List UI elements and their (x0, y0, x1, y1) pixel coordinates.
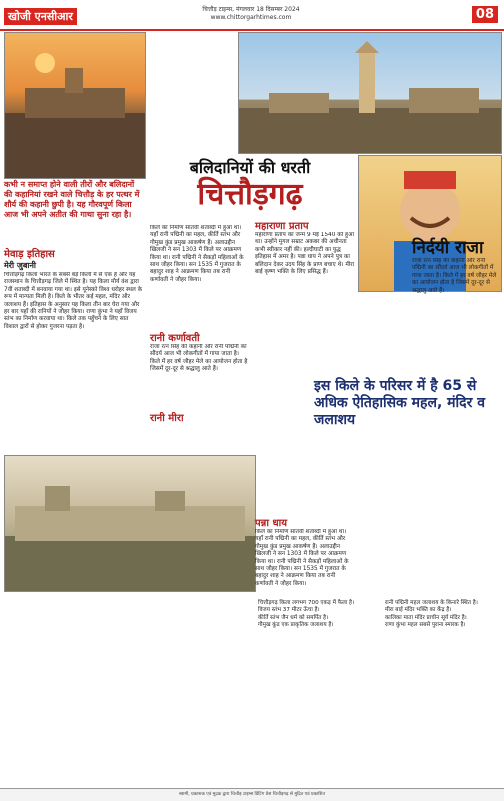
victory-tower-icon (239, 33, 501, 153)
tower-fort-photo (238, 32, 502, 154)
list-item: रानी पद्मिनी महल जलाशय के किनारे स्थित है। (385, 600, 478, 606)
column-1-text: चित्तौड़गढ़ किला भारत के सबसे बड़े किलों में से एक है और यह राजस्थान के चित्तौड़गढ़ जिले में स्थित है। यह किला मौर्य वंश द्वारा 7वीं शताब्दी में बनवाया गया था। इसे यूनेस्को विश्व धरोहर स्थल के रूप में मान्यता मिली है। किले के भीतर कई महल, मंदिर और जलाशय हैं। इतिहास के अनुसार यह किला तीन बार घेरा गया और हर बार यहाँ की रानियों ने जौहर किया। राणा कुंभा ने यहाँ विजय स्तंभ का निर्माण करवाया था। किले तक पहुँचने के लिए सात विशाल द्वारों से होकर गुजरना पड़ता है। (4, 272, 143, 330)
list-item: विजय स्तंभ 37 मीटर ऊँचा है। (258, 607, 320, 614)
list-item: कीर्ति स्तंभ जैन धर्म को समर्पित है। (258, 614, 329, 621)
list-item: राणा कुंभा महल सबसे पुराना स्मारक है। (385, 621, 466, 628)
list-item: चित्तौड़गढ़ किला लगभग 700 एकड़ में फैला है। (258, 600, 355, 606)
list-item: मीरा बाई मंदिर भक्ति का केंद्र है। (385, 607, 452, 614)
masthead-info (176, 6, 326, 22)
mewar-heading: मेवाड़ इतिहास (4, 249, 55, 260)
main-headline-top: बलिदानियों की धरती (189, 158, 311, 177)
panna-heading: पन्ना धाय (255, 518, 287, 529)
king-headline: निर्दयी राजा (412, 238, 484, 258)
page-number: 08 (472, 6, 498, 23)
king-story-text: राजा रत्न सिंह की कहानी और रानी पद्मिनी का सौंदर्य आज भी लोकगीतों में गाया जाता है। किले में हर वर्ष जौहर मेले का आयोजन होता है जिसमें दूर-दूर से श्रद्धालु आते हैं। (412, 258, 497, 294)
maharana-heading: महाराणा प्रताप (255, 221, 309, 232)
maharana-text: महाराणा प्रताप का जन्म 9 मई 1540 को हुआ था। उन्होंने मुगल सम्राट अकबर की अधीनता कभी स्वीकार नहीं की। हल्दीघाटी का युद्ध इतिहास में अमर है। पन्ना धाय ने अपने पुत्र का बलिदान देकर उदय सिंह के प्राण बचाए थे। मीरा बाई कृष्ण भक्ति के लिए प्रसिद्ध हैं। (255, 232, 355, 276)
page-footer: स्वामी, प्रकाशक एवं मुद्रक द्वारा चित्तौड़ टाइम्स प्रिंटिंग प्रेस चित्तौड़गढ़ से मुद्रित एवं प्रकाशित (0, 788, 504, 801)
lead-paragraph: कभी न समाप्त होने वाली तीरों और बलिदानों की कहानियां रखने वाले चित्तौड़ के हर पत्थर में शौर्य की कहानी छुपी है। यह गौरवपूर्ण किला आज भी अपने अतीत की गाथा सुना रहा है। (4, 180, 140, 219)
heritage-list-right (385, 600, 500, 629)
panna-text: किले का निर्माण सातवीं शताब्दी में हुआ था। यहाँ रानी पद्मिनी का महल, कीर्ति स्तंभ और गौमुख कुंड प्रमुख आकर्षण हैं। अलाउद्दीन खिलजी ने सन 1303 में किले पर आक्रमण किया था। रानी पद्मिनी ने सैकड़ों महिलाओं के साथ जौहर किया। सन 1535 में गुजरात के बहादुर शाह ने आक्रमण किया तब रानी कर्णावती ने जौहर किया। (255, 529, 349, 587)
karnavati-text: राजा रत्न सिंह की कहानी और रानी पद्मिनी का सौंदर्य आज भी लोकगीतों में गाया जाता है। किले में हर वर्ष जौहर मेले का आयोजन होता है जिसमें दूर-दूर से श्रद्धालु आते हैं। (150, 344, 248, 373)
main-headline: चित्तौड़गढ़ (197, 177, 303, 212)
list-item: कालिका माता मंदिर प्राचीन सूर्य मंदिर है। (385, 614, 467, 621)
heritage-headline: इस किले के परिसर में है 65 से अधिक ऐतिहासिक महल, मंदिर व जलाशय (314, 378, 485, 428)
website-line: www.chittorgarhtimes.com (210, 14, 292, 21)
date-line: चित्तौड़ टाइम्स, मंगलवार 18 दिसम्बर 2024 (202, 6, 300, 13)
column-2-text: किले का निर्माण सातवीं शताब्दी में हुआ था। यहाँ रानी पद्मिनी का महल, कीर्ति स्तंभ और गौमुख कुंड प्रमुख आकर्षण हैं। अलाउद्दीन खिलजी ने सन 1303 में किले पर आक्रमण किया था। रानी पद्मिनी ने सैकड़ों महिलाओं के साथ जौहर किया। सन 1535 में गुजरात के बहादुर शाह ने आक्रमण किया तब रानी कर्णावती ने जौहर किया। (150, 225, 244, 283)
sunset-fort-photo (4, 32, 146, 179)
meera-heading: रानी मीरा (150, 413, 184, 424)
header-rule (0, 29, 504, 31)
heritage-list-left (258, 600, 378, 629)
section-tag: खोजी एनसीआर (4, 8, 77, 25)
karnavati-heading: रानी कर्णावती (150, 333, 200, 344)
tourism-heading: मेरी जुबानी (4, 261, 37, 270)
page-header (0, 0, 504, 30)
list-item: गौमुख कुंड एक प्राकृतिक जलाशय है। (258, 621, 334, 628)
fort-silhouette-icon (5, 33, 145, 178)
